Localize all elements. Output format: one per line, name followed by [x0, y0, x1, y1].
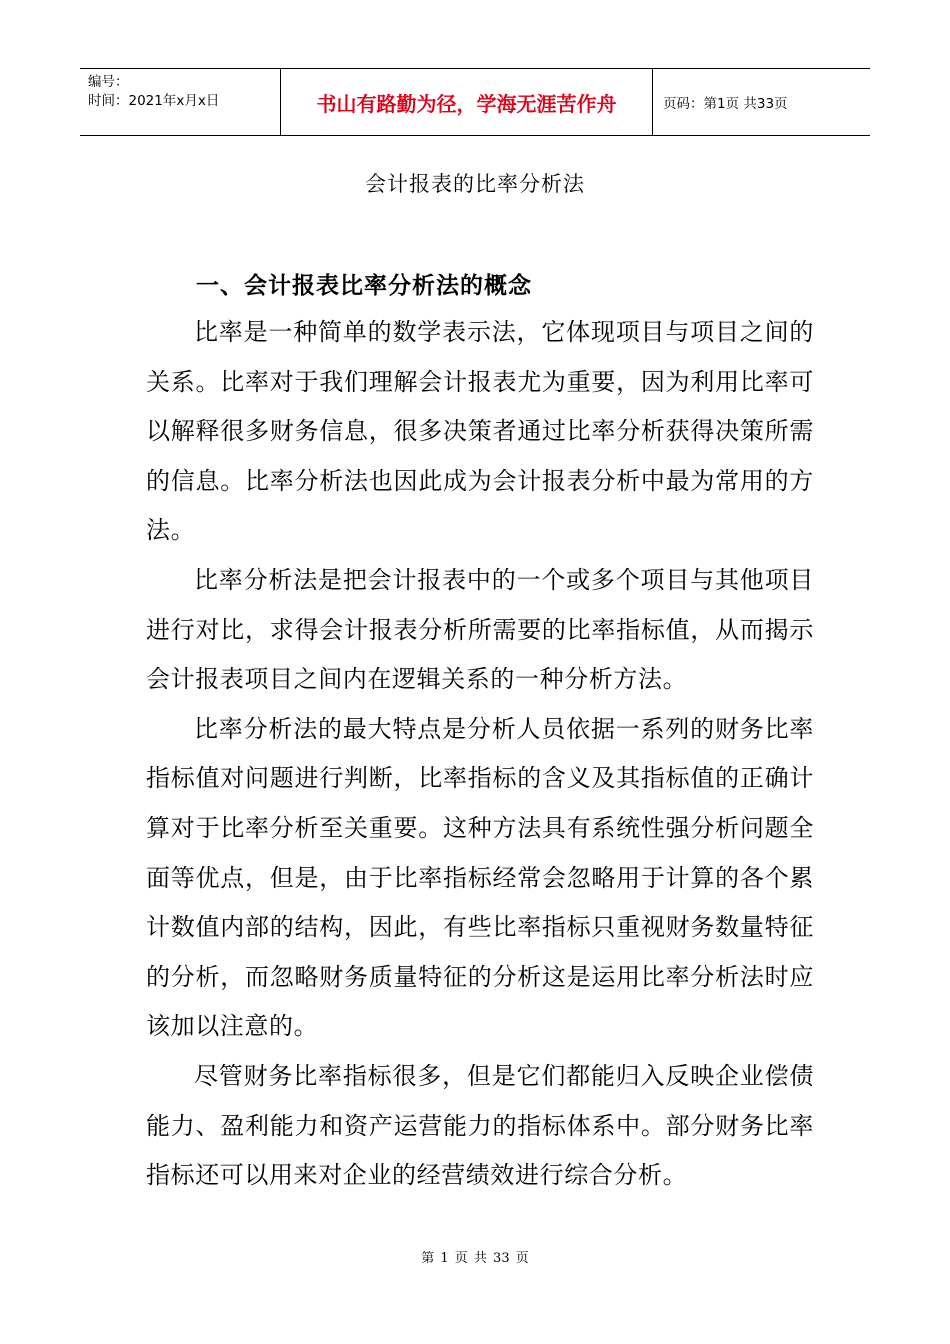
paragraph-4: 尽管财务比率指标很多，但是它们都能归入反映企业偿债能力、盈利能力和资产运营能力的指标体系中。部分财务比率指标还可以用来对企业的经营绩效进行综合分析。 [146, 1061, 814, 1190]
header-table [80, 68, 870, 136]
paragraph-1: 比率是一种简单的数学表示法，它体现项目与项目之间的关系。比率对于我们理解会计报表尤为重要，因为利用比率可以解释很多财务信息，很多决策者通过比率分析获得决策所需的信息。比率分析法也因此成为会计报表分析中最为常用的方法。 [146, 318, 814, 545]
date-line: 时间：2021年x月x日 [88, 93, 220, 109]
paragraph-3: 比率分析法的最大特点是分析人员依据一系列的财务比率指标值对问题进行判断，比率指标的含义及其指标值的正确计算对于比率分析至关重要。这种方法具有系统性强分析问题全面等优点，但是，由于比率指标经常会忽略用于计算的各个累计数值内部的结构，因此，有些比率指标只重视财务数量特征的分析，而忽略财务质量特征的分析这是运用比率分析法时应该加以注意的。 [146, 714, 814, 1041]
paragraph-2: 比率分析法是把会计报表中的一个或多个项目与其他项目进行对比，求得会计报表分析所需要的比率指标值，从而揭示会计报表项目之间内在逻辑关系的一种分析方法。 [146, 565, 814, 694]
document-body [146, 308, 814, 1201]
section-heading: 一、会计报表比率分析法的概念 [196, 273, 532, 299]
header-page-info: 页码：第1页 共33页 [663, 96, 788, 112]
header-motto: 书山有路勤为径，学海无涯苦作舟 [281, 69, 653, 135]
serial-label: 编号： [88, 74, 129, 90]
page-footer: 第 1 页 共 33 页 [421, 1251, 529, 1266]
header-meta-cell [80, 69, 281, 135]
document-title: 会计报表的比率分析法 [365, 172, 585, 196]
